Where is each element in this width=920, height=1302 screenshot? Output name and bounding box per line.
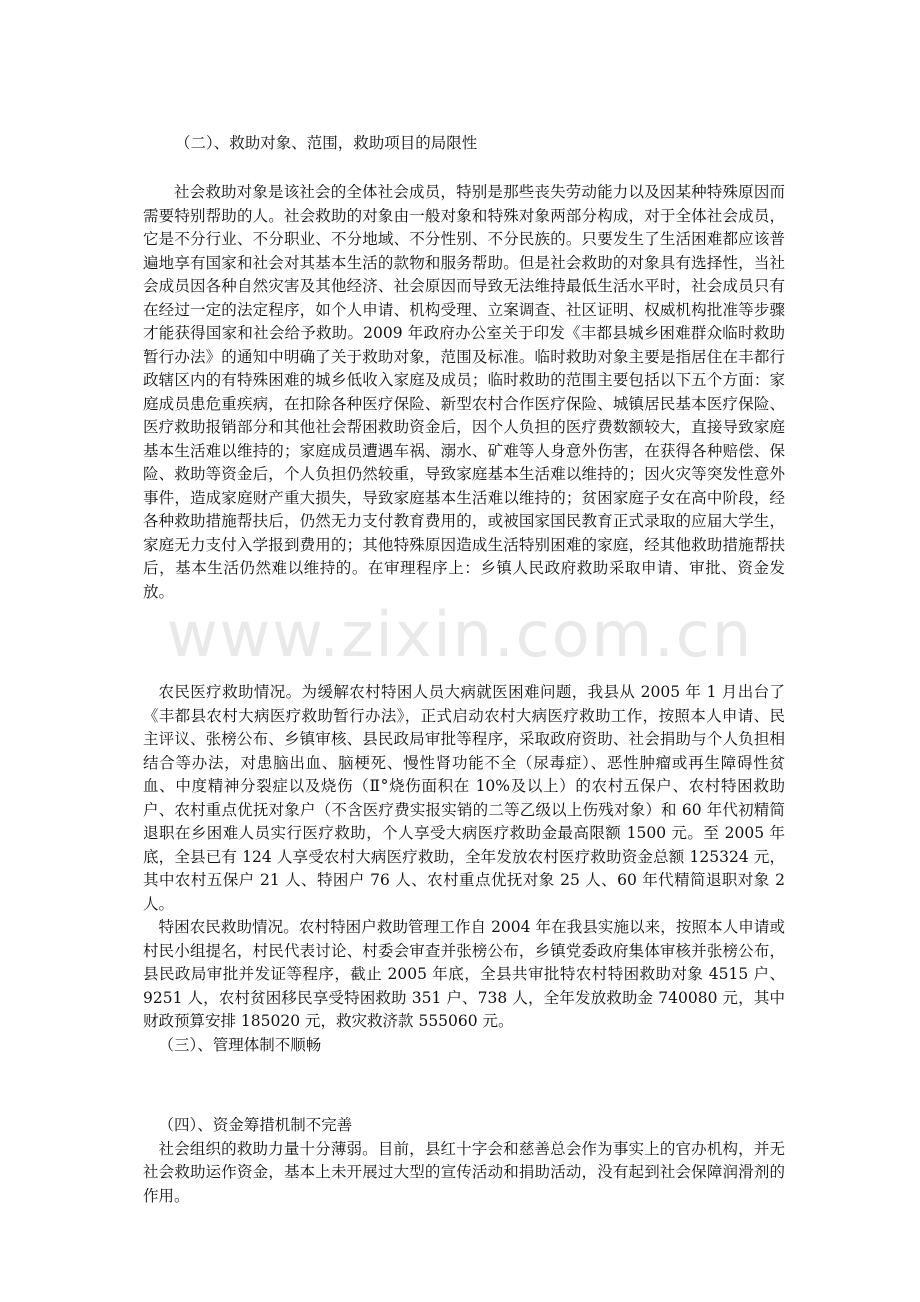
- paragraph-social-organizations: 社会组织的救助力量十分薄弱。目前，县红十字会和慈善总会作为事实上的官办机构，并无社会救助运作资金，基本上未开展过大型的宣传活动和捐助活动，没有起到社会保障润滑剂的作用。: [143, 1139, 785, 1205]
- section-body-medical: [143, 681, 785, 1057]
- section-heading-3: （三）、管理体制不顺畅: [158, 1035, 322, 1054]
- paragraph-medical-aid: 农民医疗救助情况。为缓解农村特困人员大病就医困难问题，我县从 2005 年 1 月出台了《丰都县农村大病医疗救助暂行办法》，正式启动农村大病医疗救助工作，按照本人申请、民主评议、张榜公布、乡镇审核、县民政局审批等程序，采取政府资助、社会捐助与个人负担相结合等办法，对患脑出血、脑梗死、慢性肾功能不全（尿毒症）、恶性肿瘤或再生障碍性贫血、中度精神分裂症以及烧伤（Ⅱ°烧伤面积在 10%及以上）的农村五保户、农村特困救助户、农村重点优抚对象户（不含医疗费实报实销的二等乙级以上伤残对象）和 60 年代初精简退职在乡困难人员实行医疗救助，个人享受大病医疗救助金最高限额 1500 元。至 2005 年底，全县已有 124 人享受农村大病医疗救助，全年发放农村医疗救助资金总额 125324 元，其中农村五保户 21 人、特困户 76 人、农村重点优抚对象 25 人、60 年代精简退职对象 2 人。: [143, 683, 785, 913]
- watermark: www.zixin.com.cn: [166, 598, 754, 671]
- section-heading-2: （二）、救助对象、范围，救助项目的局限性: [175, 134, 478, 152]
- paragraph-poverty-aid: 特困农民救助情况。农村特困户救助管理工作自 2004 年在我县实施以来，按照本人申请或村民小组提名，村民代表讨论、村委会审查并张榜公布，乡镇党委政府集体审核并张榜公布，县民政局审批并发证等程序，截止 2005 年底，全县共审批特农村特困救助对象 4515 户、9251 人，农村贫困移民享受特困救助 351 户、738 人，全年发放救助金 740080 元，其中财政预算安排 185020 元，救灾救济款 555060 元。: [143, 918, 785, 1030]
- section-body-funding: [143, 1114, 785, 1208]
- section-heading-4: （四）、资金筹措机制不完善: [158, 1116, 353, 1134]
- section-body-2: [143, 181, 785, 604]
- paragraph-eligibility: 社会救助对象是该社会的全体社会成员，特别是那些丧失劳动能力以及因某种特殊原因而需要特别帮助的人。社会救助的对象由一般对象和特殊对象两部分构成，对于全体社会成员，它是不分行业、不分职业、不分地域、不分性别、不分民族的。只要发生了生活困难都应该普遍地享有国家和社会对其基本生活的款物和服务帮助。但是社会救助的对象具有选择性，当社会成员因各种自然灾害及其他经济、社会原因而导致无法维持最低生活水平时，社会成员只有在经过一定的法定程序，如个人申请、机构受理、立案调查、社区证明、权威机构批准等步骤才能获得国家和社会给予救助。2009 年政府办公室关于印发《丰都县城乡困难群众临时救助暂行办法》的通知中明确了关于救助对象，范围及标准。临时救助对象主要是指居住在丰都行政辖区内的有特殊困难的城乡低收入家庭及成员；临时救助的范围主要包括以下五个方面：家庭成员患危重疾病，在扣除各种医疗保险、新型农村合作医疗保险、城镇居民基本医疗保险、医疗救助报销部分和其他社会帮困救助资金后，因个人负担的医疗费数额较大，直接导致家庭基本生活难以维持的；家庭成员遭遇车祸、溺水、矿难等人身意外伤害，在获得各种赔偿、保险、救助等资金后，个人负担仍然较重，导致家庭基本生活难以维持的；因火灾等突发性意外事件，造成家庭财产重大损失，导致家庭基本生活难以维持的；贫困家庭子女在高中阶段，经各种救助措施帮扶后，仍然无力支付教育费用的，或被国家国民教育正式录取的应届大学生，家庭无力支付入学报到费用的；其他特殊原因造成生活特别困难的家庭，经其他救助措施帮扶后，基本生活仍然难以维持的。在审理程序上：乡镇人民政府救助采取申请、审批、资金发放。: [143, 183, 785, 601]
